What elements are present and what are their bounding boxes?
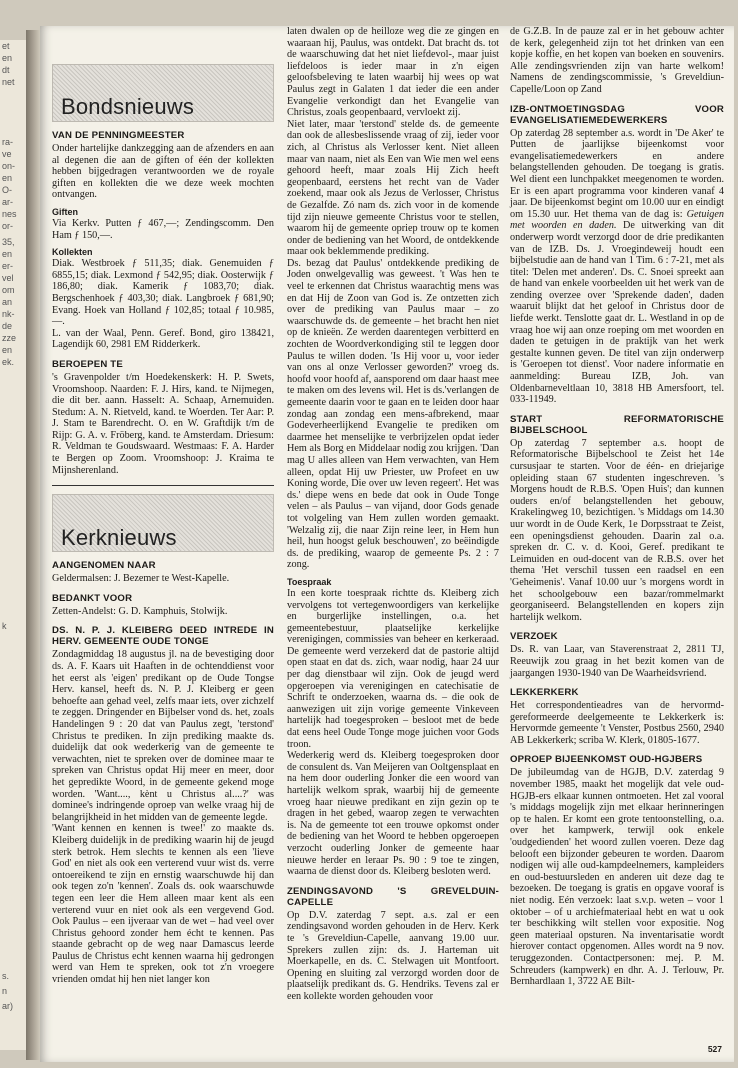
izb-theme: Getuigen met woorden en daden.: [510, 208, 725, 232]
magazine-page: [40, 26, 734, 1062]
toespraak-heading: Toespraak: [287, 576, 332, 587]
izb-paragraph-2: De uitwerking van dit onderwerp wordt verzorgd door de drie predikanten van de IZB. Ds. J. Vroegindeweij houdt een bijbelstudie aan de hand van 1 Tim. 6 : 7-21, met als titel: 'Delen met anderen'. Ds. C. Snoei spreekt aan de hand van enkele voorbeelden uit het werk van de zending overzee over 'Sprekende daden', daden waaruit blijkt dat het geloof in Christus door de liefde werkt. Tenslotte gaat dr. L. Westland in op de vraag hoe wij aan onze roeping om met woorden en daden te getuigen in de praktijk van het werk gestalte kunnen geven. De titel van zijn onderwerp is 'Geroepen tot dienst'. Voor nadere informatie en aanmelding: Bureau IZB, Joh. van Oldenbarneveltlaan 10, 3818 HB Amersfoort, tel. 033-11949.: [510, 220, 725, 406]
hgjb-body: De jubileumdag van de HGJB, D.V. zaterdag 9 november 1985, maakt het mogelijk dat vele oud-HGJB-ers elkaar kunnen ontmoeten. Het zal vooral 's middags mogelijk zijn met elkaar herinneringen op te halen. Er komt een grote tentoonstelling, o.a. over het kampwerk, terwijl ook enkele 'oudgedienden' het woord zullen voeren. Deze dag belooft een bijzonder gebeuren te worden. Daarom nodigen wij alle oud-kampdeelnemers, kampleiders en oud-bestuursleden en anderen uit deze dag te bezoeken. De toegang is gratis en opgave vooraf is niet nodig. Eén verzoek: laat s.v.p. weten – voor 1 oktober – of u archiefmateriaal hebt en wat u ook ter beschikking wilt stellen voor expositie. Nog geen materiaal opsturen. Na inventarisatie wordt hierover contact opgenomen. Alles wordt na 9 nov. teruggezonden. Contactpersonen: mej. P. M. Schreuders (kampwerk) en dhr. A. J. Terlouw, Pr. Bernhardlaan 1, 3722 AE Bilt-: [510, 767, 724, 988]
previous-page-fragment: O-: [2, 185, 12, 195]
previous-page-fragment: en: [2, 173, 13, 183]
previous-page-fragment: en: [2, 53, 13, 63]
lekkerkerk-body: Het correspondentieadres van de hervormd-gereformeerde deelgemeente te Lekkerkerk is: Hervormde gemeente 't Venster, Postbus 2560, 2940 AB Lekkerkerk; scriba W. Klerk, 01805-1677.: [510, 700, 724, 746]
aangenomen-body: Geldermalsen: J. Bezemer te West-Kapelle.: [52, 573, 230, 585]
kleiberg-paragraph-3: laten dwalen op de heilloze weg die ze gingen en waaraan hij, Paulus, was ontdekt. Dat bracht ds. tot de waarschuwing dat het niet liefdevol-, maar juist liefdeloos is ieder maar in z'n eigen geloofsbeleving te laten waarbij hij wees op wat Paulus zegt in Galaten 1 dat ieder die een ander Evangelie verkondigt dan het Evangelie van Christus, zoals geopenbaard, vervloekt zij.: [287, 26, 499, 119]
zendingsavond-continued: de G.Z.B. In de pauze zal er in het gebouw achter de kerk, gelegenheid zijn tot het drinken van een kopje koffie, en het kopen van boeken en souvenirs. Alle zendingsvrienden zijn van harte welkom! Namens de zendingscommissie, 's Greveldiun-Capelle/Loon op Zand: [510, 26, 724, 95]
previous-page-fragment: net: [2, 77, 15, 87]
reformatorische-body: Op zaterdag 7 september a.s. hoopt de Reformatorische Bijbelschool te Zeist het 14e cursusjaar te starten. Voor de één- en driejarige opleiding staan 67 studenten ingeschreven. 's Morgens houdt de R.B.S. 'Open Huis'; dan kunnen ouders en/of belangstellenden het gebouw, Krakelingweg 10, bezichtigen. 's Middags om 14.30 uur wordt in de Oude Kerk, 1e Dorpsstraat te Zeist, een openingsdienst gehouden. Daarin zal o.a. spreken dr. C. v. d. Kooi, Geref. predikant te Leimuiden en oud-docent van de R.B.S. over het thema 'Het verschil tussen een raadsel en een 'Geheimenis'. Vanaf 10.00 uur 's morgens wordt in het schoolgebouw een bazar/rommelmarkt georganiseerd. Belangstellenden en kopers zijn hartelijk welkom.: [510, 437, 724, 623]
previous-page-fragment: en: [2, 249, 13, 259]
zendingsavond-heading: ZENDINGSAVOND 'S GREVELDUIN-CAPELLE: [287, 885, 499, 908]
previous-page-fragment: ek.: [2, 357, 15, 367]
verzoek-heading: VERZOEK: [510, 631, 558, 643]
previous-page-fragment: k: [2, 621, 7, 631]
column-1: [52, 26, 274, 986]
previous-page-fragment: dt: [2, 65, 10, 75]
kleiberg-paragraph-1: Zondagmiddag 18 augustus jl. na de bevestiging door ds. A. F. Kaars uit Haaften in de ochtenddienst voor het eerst als 'eigen' predikant op de Oude Tongse Herv. kansel, heeft ds. N. P. J. Kleiberg er geen behoefte aan gehad veel, zelfs maar iets, over zichzelf te zeggen. Dringender en Bijbelser vond ds. het, zoals Handelingen 9 : 20 dat van Paulus zegt, 'terstond' Christus te prediken. In zijn prediking maakte ds. duidelijk dat ook wederkerig van de gemeente te verwachten, niet te spreken over de dominee maar te spreken van Christus opdat Hij meer en meer, door het gepredikte Woord, in de gemeente gekend moge worden. 'Want...., kènt u Christus al....?' was dominee's indringende oproep van welke vraag hij de belangrijkheid in het midden van de gemeente legde.: [52, 649, 274, 823]
toespraak-paragraph-2: Wederkerig werd ds. Kleiberg toegesproken door de consulent ds. Van Meijeren van Ooltgensplaat en na hem door ouderling Jonker die een woord van hartelijk welkom sprak, waarbij hij de gemeente vroeg haar nieuwe predikant en zijn gezin op te dragen in het gebed, waarop zegen te verwachten is. Na de gemeente tot een trouwe opkomst onder de bediening van het Woord te hebben opgeroepen verzocht ouderling Jonker de gemeente haar nieuwe herder en leraar Ps. 90 : 9 toe te zingen, waarna de dienst door ds. Kleiberg besloten werd.: [287, 750, 499, 878]
kerknieuws-title: Kerknieuws: [61, 524, 177, 550]
izb-paragraph-1: Op zaterdag 28 september a.s. wordt in 'De Aker' te Putten de jaarlijkse bijeenkomst voor evangelisatiemedewerkers en andere belangstellenden gehouden. De toegang is gratis. Wel dient een lunchpakket meegenomen te worden. Er is een apart programma voor kinderen vanaf 4 jaar. De bijeenkomst begint om 10.00 uur en eindigt om 15.30 uur. Het thema van de dag is:: [510, 127, 724, 220]
previous-page-fragment: de: [2, 321, 13, 331]
kleiberg-paragraph-5: Ds. bezag dat Paulus' ontdekkende prediking de Joden onwelgevallig was geweest. 't Was hen te veel te erkennen dat Christus waarachtig mens was en dat Hij de Zoon van God is. Ze ontzetten zich over de prediking van Paulus maar – zo waarschuwde ds. de gemeente – het bracht hen niet op de knieën. Ze werden daarentegen verbitterd en zochten de Woordverkondiging stil te leggen door Paulus te willen doden. 'Is Hij voor u, voor ieder van ons al onze Verlosser geworden?' vroeg ds. hoofd voor hoofd af, aansporend om daar haast mee te maken om des levens wil. Het is ds.'verlangen de gemeente daarin voor te gaan en te leiden door haar zondag aan zondag een mens-afbrekend, maar Godeverheerlijkend Evangelie te prediken om daarmee het menselijke te verbrijzelen opdat ieder Hem als Borg en Middelaar nodig zou krijgen. 'Dan mag U alles alleen van Hem verwachten, van Hem alleen, opdat Hij uw Priester, uw Profeet en uw Koning worde, Die over uw leven regeert'. Het was ds.' diepe wens en bede dat ook in Oude Tonge velen – als Paulus – van vijand, door Gods genade tot volgeling van Hem zullen worden gemaakt. 'Welzalig zij, die naar Zijn reine leer, in Hem hun heil, hun hoogst geluk beschouwen', zo beëindigde ds. de prediking, waarop de gemeente Ps. 2 : 7 zong.: [287, 257, 499, 571]
previous-page-fragment: s.: [2, 971, 10, 981]
kollekten-footer: L. van der Waal, Penn. Geref. Bond, giro 138421, Lagendijk 60, 2981 EM Ridderkerk.: [52, 327, 274, 351]
previous-page-fragment: om: [2, 285, 15, 295]
previous-page-fragment: et: [2, 41, 10, 51]
kerknieuws-banner: [52, 494, 274, 552]
beroepen-heading: BEROEPEN TE: [52, 358, 123, 370]
lekkerkerk-heading: LEKKERKERK: [510, 687, 579, 699]
kollekten-heading: Kollekten: [52, 247, 93, 258]
kleiberg-heading: DS. N. P. J. KLEIBERG DEED INTREDE IN HERV. GEMEENTE OUDE TONGE: [52, 625, 274, 648]
hgjb-heading: OPROEP BIJEENKOMST OUD-HGJBERS: [510, 754, 703, 766]
giften-heading: Giften: [52, 206, 78, 217]
zendingsavond-body: Op D.V. zaterdag 7 sept. a.s. zal er een zendingsavond worden gehouden in de Herv. Kerk te 's Greveldiun-Capelle, aanvang 19.00 uur. Sprekers zullen zijn: ds. J. Harteman uit Moerkapelle, en ds. C. Stelwagen uit Montfoort. Opening en sluiting zal verzorgd worden door de plaatselijk predikant ds. G. Hendriks. Tevens zal er een kollekte worden gehouden voor: [287, 909, 499, 1002]
izb-paragraph: [510, 128, 724, 406]
page-number: 527: [707, 1044, 722, 1054]
bondsnieuws-title: Bondsnieuws: [61, 94, 195, 120]
previous-page-fragment: er-: [2, 261, 13, 271]
aangenomen-heading: AANGENOMEN NAAR: [52, 560, 156, 572]
bedankt-body: Zetten-Andelst: G. D. Kamphuis, Stolwijk.: [52, 605, 228, 617]
beroepen-body: 's Gravenpolder t/m Hoedekenskerk: H. P. Swets, Vroomshoop. Naarden: F. J. Hirs, kand. te Nijmegen, die dit ber. aann. Hasselt: A. Schaap, Arnemuiden. Stedum: A. N. Rietveld, kand. te Woerden. Ter Aar: P. J. Stam te Barendrecht. O. en W. Graftdijk t/m de Rijp: G. A. v. Fröberg, kand. te Amsterdam. Driesum: R. Veldman te Goudswaard. Westmaas: F. A. Harder te Bergen op Zoom. Vroomshoop: J. Kraima te Mijnsherenland.: [52, 371, 274, 476]
giften-body: Via Kerkv. Putten ƒ 467,—; Zendingscomm. Den Ham ƒ 150,—.: [52, 217, 274, 241]
penningmeester-heading: VAN DE PENNINGMEESTER: [52, 130, 185, 141]
toespraak-paragraph-1: In een korte toespraak richtte ds. Kleiberg zich vervolgens tot vertegenwoordigers van kerkelijke en burgerlijke instellingen, o.a. het gemeentebestuur, plaatselijke kerkelijke verenigingen, commissies van beheer en kerkeraad. De gemeente werd verzekerd dat de pastorie altijd open staat en dat ds. zich, waar nodig, haar 24 uur per dag dienstbaar wil zijn. Ook de jeugd werd opgeroepen via verenigingen en catechisatie de Schrift te onderzoeken, waarna ds. – die ook de aanwezigen uit zijn vorige gemeente Vinkeveen hartelijk had toegesproken – besloot met de bede dat eens heel Oude Tonge moge juichen voor Gods troon.: [287, 587, 499, 750]
column-2: [287, 26, 499, 1003]
previous-page-fragment: 35,: [2, 237, 15, 247]
previous-page-fragment: nk-: [2, 309, 15, 319]
previous-page-fragment: an: [2, 297, 13, 307]
previous-page-fragment: en: [2, 345, 13, 355]
section-divider: [52, 485, 274, 486]
izb-heading: IZB-ONTMOETINGSDAG VOOR EVANGELISATIEMEDEWERKERS: [510, 103, 724, 126]
previous-page-fragment: ra-: [2, 137, 13, 147]
previous-page-fragment: on-: [2, 161, 16, 171]
bedankt-heading: BEDANKT VOOR: [52, 592, 133, 604]
previous-page-fragment: nes: [2, 209, 17, 219]
penningmeester-body: Onder hartelijke dankzegging aan de afzenders en aan al degenen die aan de giften of één der kollekten hebben bijgedragen verantwoorden we de royale giften en kollekten die we deze week mochten ontvangen.: [52, 143, 274, 201]
bondsnieuws-banner: [52, 64, 274, 122]
previous-page-fragment: vel: [2, 273, 14, 283]
previous-page-fragment: n: [2, 986, 8, 996]
kollekten-body: Diak. Westbroek ƒ 511,35; diak. Genemuiden ƒ 6855,15; diak. Lexmond ƒ 542,95; diak. Oosterwijk ƒ 186,80; diak. Kamerik ƒ 1083,70; diak. Bergschenhoek ƒ 403,30; diak. Langbroek ƒ 681,90; Evang. Hoek van Holland ƒ 102,85; totaal ƒ 10.985,—.: [52, 258, 274, 328]
previous-page-fragment: ar): [2, 1001, 13, 1011]
kleiberg-paragraph-2: 'Want kennen en kennen is twee!' zo maakte ds. Kleiberg duidelijk in de prediking waarin hij de jeugd sterk betrok. Hem slechts te kennen als een 'lieve God' en niet als ook een verterend vuur wist ds. verre ontoereikend te zijn en ernstig waarschuwde hij dan ook tegen zo'n 'kennen'. Zoals ds. ook waarschuwde tegen een leer die Hem alleen maar kent als een verterend vuur en niet ook als een vergevend God. Ook Paulus – een ijveraar van de wet – had veel over Christus gehoord zonder hem écht te kennen. Pas staande gebracht op de weg naar Damascus leerde Paulus de Christus echt kennen waarna hij gedrongen werd van Hem te spreken, ook tot z'n vroegere vrienden omdat hij hen niet langer kon: [52, 823, 274, 986]
kleiberg-paragraph-4: Niet later, maar 'terstond' stelde ds. de gemeente dan ook de allesbeslissende vraag of zij, ieder voor zich, al Christus als Verlosser kent. Niet alleen maar van naam, niet als Een van Wie men wel eens gehoord heeft, maar zoals Hij Zich heeft geopenbaard, eerstens het recht van de Vader zoekend, maar ook als Jezus de Verlosser, Christus de Gezalfde. Zó nam ds. zich voor in de komende tijd zijn nieuwe gemeente Christus voor te stellen, waarom hij de gemeente opriep trouw op te komen onder de bediening van het Woord, de ontdekkende maar ook beklemmende prediking.: [287, 118, 499, 258]
previous-page-fragment: ve: [2, 149, 12, 159]
verzoek-body: Ds. R. van Laar, van Staverenstraat 2, 2811 TJ, Reeuwijk zou graag in het bezit komen van de jaargangen 1930-1940 van De Waarheidsvriend.: [510, 644, 724, 679]
previous-page-fragment: ar-: [2, 197, 13, 207]
column-3: [510, 26, 724, 988]
previous-page-fragment: zze: [2, 333, 17, 343]
reformatorische-heading: START REFORMATORISCHE BIJBELSCHOOL: [510, 413, 724, 436]
previous-page-fragment: or-: [2, 221, 13, 231]
